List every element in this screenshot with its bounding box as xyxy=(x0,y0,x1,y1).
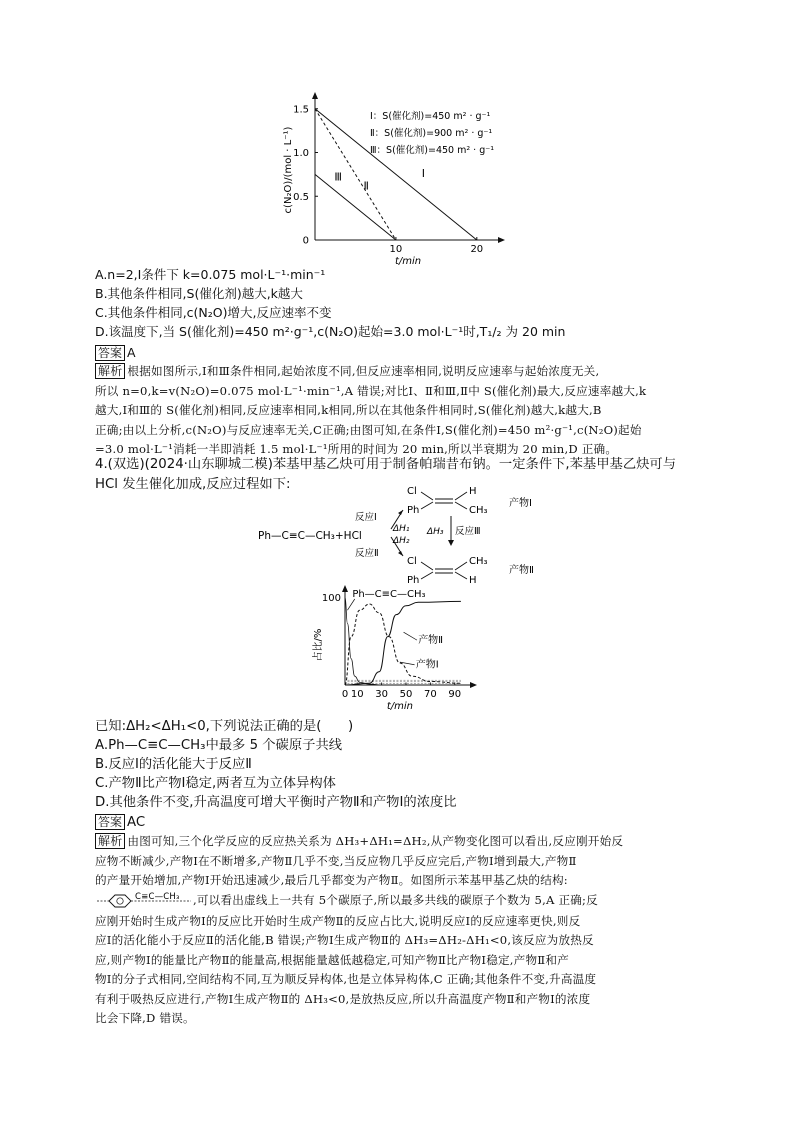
q4-stem-line2: HCl 发生催化加成,反应过程如下: xyxy=(95,477,291,492)
exp-line: 越大,Ⅰ和Ⅲ的 S(催化剂)相同,反应速率相同,k相同,所以在其他条件相同时,S(催化剂)越大,k越大,B xyxy=(95,403,602,417)
reaction2-label: 反应Ⅱ xyxy=(355,548,379,559)
series-label-II: Ⅱ xyxy=(363,179,369,193)
arrowhead xyxy=(448,540,454,546)
series-curve-2 xyxy=(345,604,461,685)
q4-option-a: A.Ph—C≡C—CH₃中最多 5 个碳原子共线 xyxy=(95,738,343,753)
y-axis-arrow xyxy=(312,92,318,99)
y-tick-label: 1.5 xyxy=(293,104,309,116)
exp-line: 根据如图所示,Ⅰ和Ⅲ条件相同,起始浓度不同,但反应速率相同,说明反应速率与起始浓度无关, xyxy=(127,364,600,378)
legend-entry: Ⅰ：S(催化剂)=450 m² · g⁻¹ xyxy=(370,111,491,122)
q4-known: 已知:ΔH₂<ΔH₁<0,下列说法正确的是( ) xyxy=(95,719,354,734)
benzene-ring xyxy=(109,895,131,907)
arrowhead xyxy=(398,510,403,515)
exp-line: 的产量开始增加,产物Ⅰ开始迅速减少,最后几乎都变为产物Ⅱ。如图所示苯基甲基乙炔的结构: xyxy=(95,873,568,887)
series-line-3 xyxy=(315,174,396,240)
q4-option-c: C.产物Ⅱ比产物Ⅰ稳定,两者互为立体异构体 xyxy=(95,776,336,791)
q4-option-d: D.其他条件不变,升高温度可增大平衡时产物Ⅱ和产物Ⅰ的浓度比 xyxy=(95,795,457,810)
x-tick-label: 30 xyxy=(375,689,388,700)
product-ratio-chart xyxy=(305,585,485,720)
q3-explanation xyxy=(95,362,698,460)
answer-tag: 答案 xyxy=(95,345,125,361)
x-tick-label: 0 xyxy=(341,689,349,700)
ph-label: Ph xyxy=(407,505,420,516)
reaction1-label: 反应Ⅰ xyxy=(355,512,377,523)
dh1-label: ΔH₁ xyxy=(393,524,410,534)
h-label: H xyxy=(469,575,477,586)
answer-value: AC xyxy=(127,815,146,830)
cl-label: Cl xyxy=(407,556,417,567)
exp-line-with-structure xyxy=(95,891,698,912)
ch3-label: CH₃ xyxy=(469,556,488,567)
exp-line: 正确;由以上分析,c(N₂O)与反应速率无关,C正确;由图可知,在条件Ⅰ,S(催化剂)=450 m²·g⁻¹,c(N₂O)起始 xyxy=(95,422,642,437)
exp-line: 由图可知,三个化学反应的反应热关系为 ΔH₃+ΔH₁=ΔH₂,从产物变化图可以看出,反应刚开始反 xyxy=(127,834,624,848)
curve-label-product1: 产物Ⅰ xyxy=(415,659,439,671)
series-curve-3 xyxy=(345,601,461,685)
series-curve-1 xyxy=(345,597,461,685)
x-tick-label: 10 xyxy=(350,689,364,700)
q3-option-d: D.该温度下,当 S(催化剂)=450 m²·g⁻¹,c(N₂O)起始=3.0 mol·L⁻¹时,T₁/₂ 为 20 min xyxy=(95,324,566,339)
y-axis-arrow xyxy=(342,585,348,592)
q4-stem-line1: 4.(双选)(2024·山东聊城二模)苯基甲基乙炔可用于制备帕瑞昔布钠。一定条件下,苯基甲基乙炔可与 xyxy=(95,457,677,472)
q3-option-b: B.其他条件相同,S(催化剂)越大,k越大 xyxy=(95,286,303,301)
leader-line xyxy=(347,599,354,610)
exp-line: 比会下降,D 错误。 xyxy=(95,1011,195,1025)
q4-explanation xyxy=(95,832,698,1029)
explanation-tag: 解析 xyxy=(95,363,125,379)
y-tick-label: 100 xyxy=(321,593,341,604)
curve-label-product2: 产物Ⅱ xyxy=(418,634,444,646)
x-tick-label: 70 xyxy=(424,689,437,700)
y-axis-label: 占比/% xyxy=(313,628,324,662)
ph-label: Ph xyxy=(407,575,420,586)
x-axis-arrow xyxy=(470,682,477,688)
n2o-concentration-chart xyxy=(275,92,535,272)
structure-label: C≡C—CH₃ xyxy=(135,891,180,902)
y-tick-label: 1.0 xyxy=(293,148,309,159)
x-tick-label: 50 xyxy=(399,689,413,700)
x-axis-label: t/min xyxy=(386,701,413,712)
answer-tag: 答案 xyxy=(95,814,125,830)
exp-line: 应物不断减少,产物Ⅰ在不断增多,产物Ⅱ几乎不变,当反应物几乎反应完后,产物Ⅰ增到最大,产物Ⅱ xyxy=(95,853,577,868)
exp-line: 应刚开始时生成产物Ⅰ的反应比开始时生成产物Ⅱ的反应占比大,说明反应Ⅰ的反应速率更快,则反 xyxy=(95,913,581,928)
y-tick-label: 0 xyxy=(302,235,309,247)
x-axis-arrow xyxy=(498,237,505,243)
answer-value: A xyxy=(127,345,136,360)
series-label-III: Ⅲ xyxy=(334,170,343,184)
curve-label-reactant: Ph—C≡C—CH₃ xyxy=(352,589,426,600)
exp-line: =3.0 mol·L⁻¹消耗一半即消耗 1.5 mol·L⁻¹所用的时间为 20 min,所以半衰期为 20 min,D 正确。 xyxy=(95,442,618,456)
exp-line: 所以 n=0,k=v(N₂O)=0.075 mol·L⁻¹·min⁻¹,A 错误;对比Ⅰ、Ⅱ和Ⅲ,Ⅱ中 S(催化剂)最大,反应速率越大,k xyxy=(95,383,647,398)
q3-answer xyxy=(95,344,136,361)
series-label-I: Ⅰ xyxy=(421,167,426,180)
exp-line: 物Ⅰ的分子式相同,空间结构不同,互为顺反异构体,也是立体异构体,C 正确;其他条件不变,升高温度 xyxy=(95,972,597,986)
x-tick-label: 90 xyxy=(448,689,462,700)
y-tick-label: 0.5 xyxy=(293,191,309,203)
exp-line: 有利于吸热反应进行,产物Ⅰ生成产物Ⅱ的 ΔH₃<0,是放热反应,所以升高温度产物Ⅱ和产物Ⅰ的浓度 xyxy=(95,991,591,1006)
dh2-label: ΔH₂ xyxy=(393,536,410,546)
exp-line: ,可以看出虚线上一共有 5个碳原子,所以最多共线的碳原子个数为 5,A 正确;反 xyxy=(193,892,598,907)
x-tick-label: 10 xyxy=(389,244,403,255)
arrowhead xyxy=(398,551,403,556)
ch3-label: CH₃ xyxy=(469,505,488,516)
product2-label: 产物Ⅱ xyxy=(509,565,534,576)
leader-line xyxy=(404,632,417,640)
dh3-label: ΔH₃ xyxy=(427,527,444,537)
exp-line: 应,则产物Ⅰ的能量比产物Ⅱ的能量高,根据能量越低越稳定,可知产物Ⅱ比产物Ⅰ稳定,产物Ⅱ和产 xyxy=(95,952,569,967)
product1-label: 产物Ⅰ xyxy=(509,498,532,509)
phenylpropyne-structure xyxy=(95,892,193,910)
explanation-tag: 解析 xyxy=(95,833,125,849)
reaction3-label: 反应Ⅲ xyxy=(455,526,481,537)
q4-option-b: B.反应Ⅰ的活化能大于反应Ⅱ xyxy=(95,757,252,772)
y-axis-label: c(N₂O)/(mol · L⁻¹) xyxy=(283,126,294,214)
reaction-scheme xyxy=(255,482,575,587)
q3-option-c: C.其他条件相同,c(N₂O)增大,反应速率不变 xyxy=(95,305,332,320)
q4-answer xyxy=(95,813,145,831)
legend-entry: Ⅱ：S(催化剂)=900 m² · g⁻¹ xyxy=(370,128,493,139)
cl-label: Cl xyxy=(407,486,417,497)
q3-option-a: A.n=2,Ⅰ条件下 k=0.075 mol·L⁻¹·min⁻¹ xyxy=(95,267,326,282)
exp-line: 应Ⅰ的活化能小于反应Ⅱ的活化能,B 错误;产物Ⅰ生成产物Ⅱ的 ΔH₃=ΔH₂-ΔH₁<0,该反应为放热反 xyxy=(95,933,594,947)
reactant-label: Ph—C≡C—CH₃+HCl xyxy=(258,530,362,542)
h-label: H xyxy=(469,486,477,497)
x-axis-label: t/min xyxy=(394,256,422,267)
x-tick-label: 20 xyxy=(470,244,484,255)
legend-entry: Ⅲ：S(催化剂)=450 m² · g⁻¹ xyxy=(370,145,495,156)
